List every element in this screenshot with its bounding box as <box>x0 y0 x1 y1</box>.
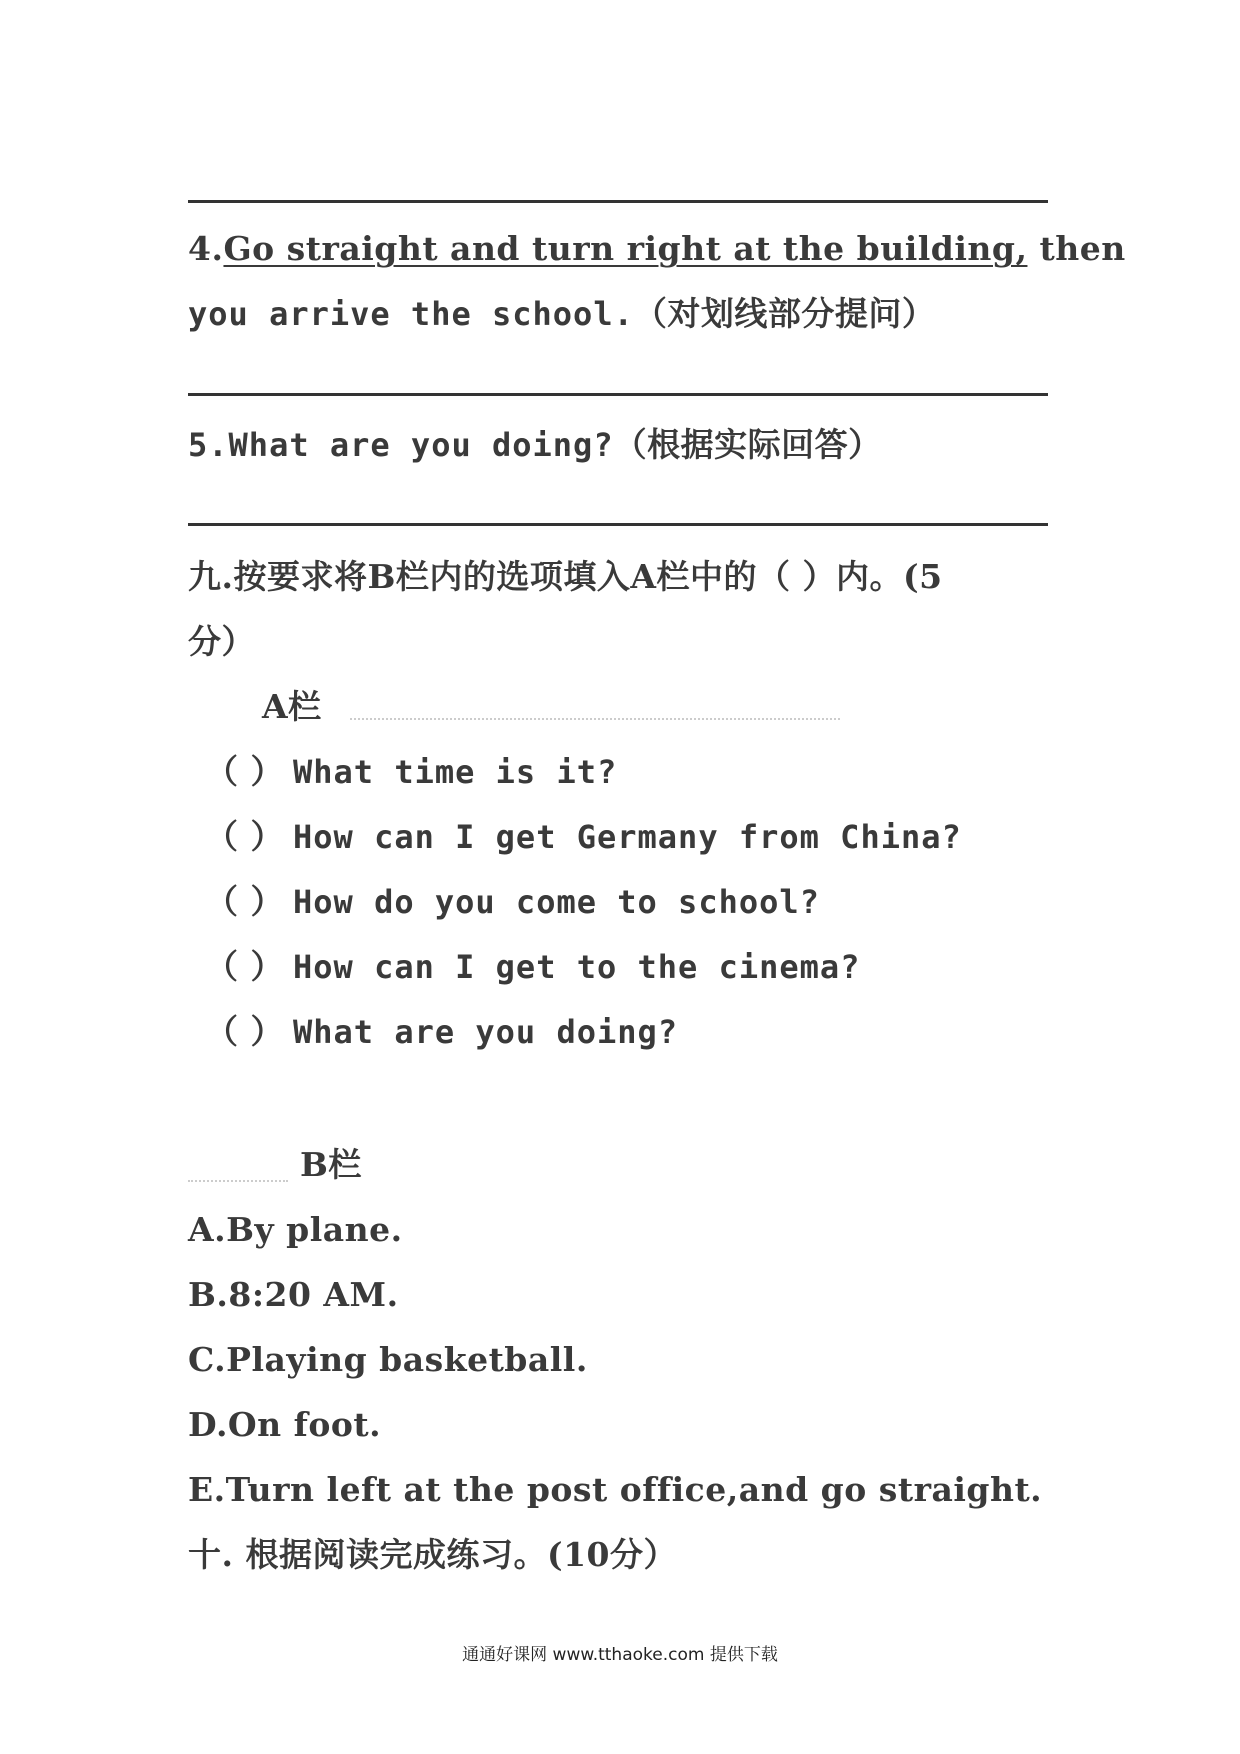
question-row-1 <box>205 752 618 791</box>
question-text-2: How can I get Germany from China? <box>293 818 962 856</box>
section-9-title-line1: 九.按要求将B栏内的选项填入A栏中的（ ）内。(5 <box>188 557 943 596</box>
answer-blank-1[interactable]: （ ） <box>205 752 284 791</box>
section-10-title: 十. 根据阅读完成练习。(10分） <box>188 1535 678 1574</box>
answer-blank-2[interactable]: （ ） <box>205 817 284 856</box>
question-text-1: What time is it? <box>293 753 618 791</box>
question-5-instruction: （根据实际回答） <box>613 425 882 464</box>
question-text-5: What are you doing? <box>293 1013 679 1051</box>
question-4-text-line2: you arrive the school. <box>188 295 634 333</box>
question-5 <box>188 425 882 464</box>
option-a: A.By plane. <box>188 1210 403 1249</box>
column-a-label: A栏 <box>262 687 322 726</box>
column-b-dotted-guide <box>188 1180 288 1182</box>
question-4-line2 <box>188 294 936 333</box>
option-d: D.On foot. <box>188 1405 382 1444</box>
option-c: C.Playing basketball. <box>188 1340 588 1379</box>
column-b-label: B栏 <box>300 1145 362 1184</box>
page-footer: 通通好课网 www.tthaoke.com 提供下载 <box>462 1645 778 1665</box>
answer-blank-4[interactable]: （ ） <box>205 947 284 986</box>
question-text-3: How do you come to school? <box>293 883 820 921</box>
answer-blank-5[interactable]: （ ） <box>205 1012 284 1051</box>
answer-line-q3 <box>188 200 1048 203</box>
answer-blank-3[interactable]: （ ） <box>205 882 284 921</box>
question-4-instruction: （对划线部分提问） <box>633 294 936 333</box>
option-b: B.8:20 AM. <box>188 1275 399 1314</box>
section-9-title-line2: 分） <box>188 622 255 661</box>
question-row-2 <box>205 817 962 856</box>
option-e: E.Turn left at the post office,and go straight. <box>188 1470 1043 1509</box>
question-4-rest: then <box>1027 229 1126 268</box>
question-text-4: How can I get to the cinema? <box>293 948 861 986</box>
question-4-number: 4. <box>188 229 224 268</box>
answer-line-q5 <box>188 523 1048 526</box>
answer-line-q4 <box>188 393 1048 396</box>
column-a-dotted-guide <box>350 718 840 720</box>
question-row-5 <box>205 1012 679 1051</box>
question-4-underlined: Go straight and turn right at the building, <box>223 229 1028 268</box>
question-row-4 <box>205 947 861 986</box>
question-4-line1 <box>188 229 1126 268</box>
question-row-3 <box>205 882 820 921</box>
question-5-text: 5.What are you doing? <box>188 426 614 464</box>
